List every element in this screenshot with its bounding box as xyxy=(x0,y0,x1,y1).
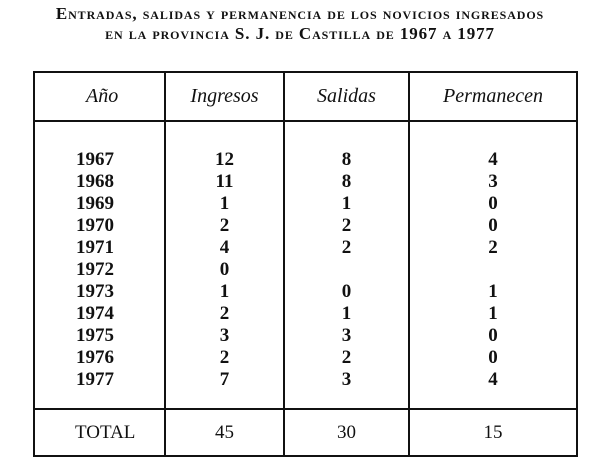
cell-permanecen: 0 xyxy=(409,325,577,347)
header-row xyxy=(34,72,577,121)
cell-salidas: 1 xyxy=(284,193,409,215)
cell-year: 1975 xyxy=(34,325,165,347)
cell-year: 1968 xyxy=(34,171,165,193)
cell-ingresos: 7 xyxy=(165,369,284,409)
cell-permanecen: 0 xyxy=(409,215,577,237)
cell-permanecen xyxy=(409,259,577,281)
table-row xyxy=(34,237,577,259)
cell-ingresos: 3 xyxy=(165,325,284,347)
table-row xyxy=(34,171,577,193)
cell-permanecen: 4 xyxy=(409,369,577,409)
cell-salidas: 0 xyxy=(284,281,409,303)
cell-salidas: 8 xyxy=(284,121,409,171)
table-row xyxy=(34,347,577,369)
total-label: TOTAL xyxy=(34,409,165,456)
header-salidas: Salidas xyxy=(284,72,409,121)
cell-ingresos: 1 xyxy=(165,281,284,303)
cell-permanecen: 4 xyxy=(409,121,577,171)
table-row xyxy=(34,193,577,215)
cell-salidas: 3 xyxy=(284,325,409,347)
total-permanecen: 15 xyxy=(409,409,577,456)
cell-year: 1967 xyxy=(34,121,165,171)
cell-permanecen: 1 xyxy=(409,281,577,303)
cell-permanecen: 2 xyxy=(409,237,577,259)
table-row xyxy=(34,215,577,237)
cell-salidas: 2 xyxy=(284,237,409,259)
table-row xyxy=(34,259,577,281)
table-row xyxy=(34,303,577,325)
cell-permanecen: 1 xyxy=(409,303,577,325)
table-row xyxy=(34,369,577,409)
cell-permanecen: 0 xyxy=(409,193,577,215)
table-row xyxy=(34,121,577,171)
cell-ingresos: 12 xyxy=(165,121,284,171)
cell-salidas: 2 xyxy=(284,347,409,369)
cell-permanecen: 3 xyxy=(409,171,577,193)
cell-year: 1974 xyxy=(34,303,165,325)
cell-salidas: 3 xyxy=(284,369,409,409)
cell-year: 1970 xyxy=(34,215,165,237)
total-salidas: 30 xyxy=(284,409,409,456)
cell-ingresos: 2 xyxy=(165,303,284,325)
table-title xyxy=(0,4,600,44)
cell-year: 1971 xyxy=(34,237,165,259)
cell-salidas: 1 xyxy=(284,303,409,325)
cell-ingresos: 1 xyxy=(165,193,284,215)
table-title-line-2: en la provincia S. J. de Castilla de 1967 a 1977 xyxy=(105,24,495,43)
cell-ingresos: 11 xyxy=(165,171,284,193)
cell-year: 1972 xyxy=(34,259,165,281)
cell-ingresos: 4 xyxy=(165,237,284,259)
cell-year: 1969 xyxy=(34,193,165,215)
header-permanecen: Permanecen xyxy=(409,72,577,121)
cell-year: 1977 xyxy=(34,369,165,409)
cell-salidas: 8 xyxy=(284,171,409,193)
novices-table xyxy=(33,71,578,457)
table-row xyxy=(34,325,577,347)
cell-year: 1973 xyxy=(34,281,165,303)
cell-ingresos: 2 xyxy=(165,347,284,369)
cell-salidas xyxy=(284,259,409,281)
header-ingresos: Ingresos xyxy=(165,72,284,121)
cell-salidas: 2 xyxy=(284,215,409,237)
table-row xyxy=(34,281,577,303)
total-ingresos: 45 xyxy=(165,409,284,456)
table-body xyxy=(34,121,577,409)
cell-year: 1976 xyxy=(34,347,165,369)
cell-permanecen: 0 xyxy=(409,347,577,369)
header-year: Año xyxy=(34,72,165,121)
table-title-line-1: Entradas, salidas y permanencia de los novicios ingresados xyxy=(55,4,545,23)
cell-ingresos: 0 xyxy=(165,259,284,281)
total-row xyxy=(34,409,577,456)
cell-ingresos: 2 xyxy=(165,215,284,237)
